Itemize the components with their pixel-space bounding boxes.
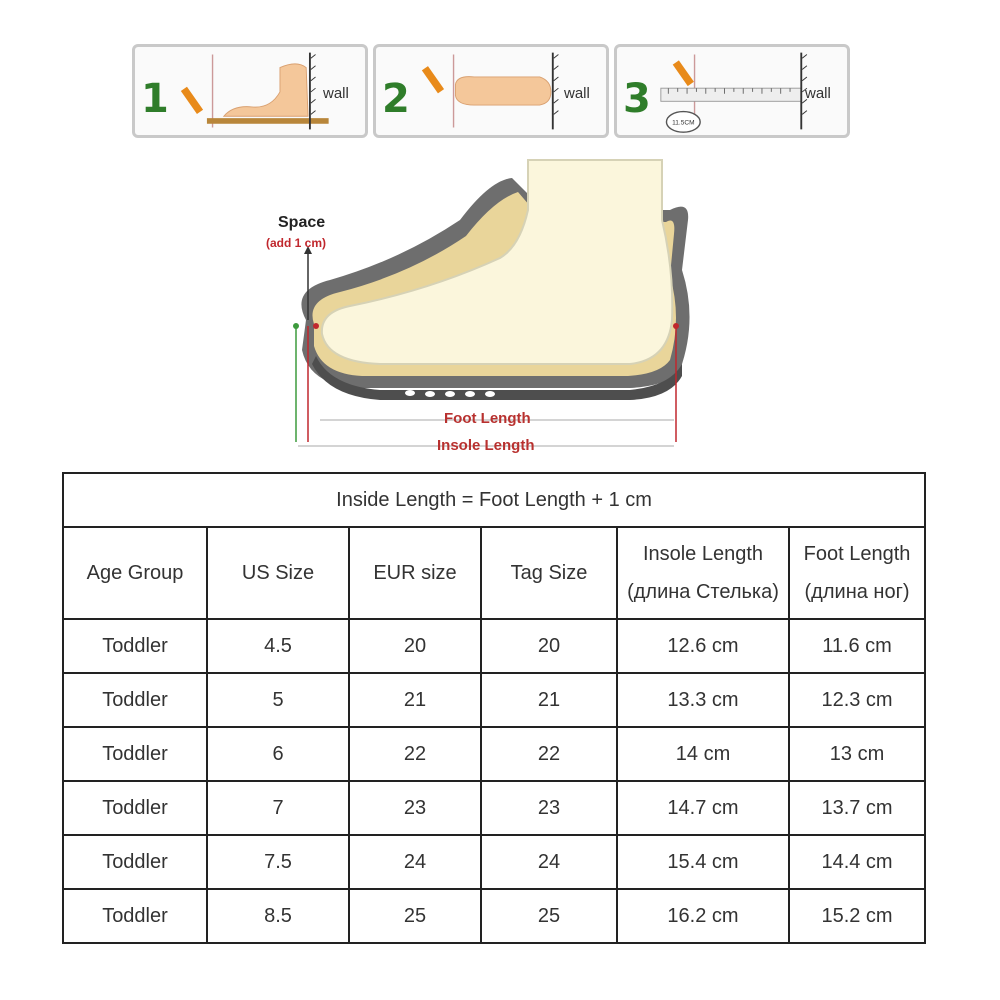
cell-insole-length: 14.7 cm bbox=[617, 781, 789, 835]
cell-insole-length: 14 cm bbox=[617, 727, 789, 781]
table-row bbox=[63, 889, 925, 943]
cell-tag-size: 22 bbox=[481, 727, 617, 781]
cell-eur-size: 20 bbox=[349, 619, 481, 673]
table-row bbox=[63, 673, 925, 727]
cell-tag-size: 25 bbox=[481, 889, 617, 943]
step-number: 2 bbox=[382, 76, 410, 122]
cell-age-group: Toddler bbox=[63, 781, 207, 835]
measure-step-2 bbox=[373, 44, 609, 138]
cell-foot-length: 11.6 cm bbox=[789, 619, 925, 673]
cell-age-group: Toddler bbox=[63, 835, 207, 889]
ruler-label: 11.5CM bbox=[672, 119, 695, 127]
cell-foot-length: 13.7 cm bbox=[789, 781, 925, 835]
pencil-icon bbox=[422, 66, 444, 93]
cell-eur-size: 25 bbox=[349, 889, 481, 943]
pencil-icon bbox=[181, 87, 203, 114]
cell-insole-length: 13.3 cm bbox=[617, 673, 789, 727]
cell-age-group: Toddler bbox=[63, 889, 207, 943]
size-chart-table bbox=[62, 472, 926, 944]
header-foot-length: Foot Length (длина ног) bbox=[789, 527, 925, 619]
table-row bbox=[63, 727, 925, 781]
cell-tag-size: 20 bbox=[481, 619, 617, 673]
table-row bbox=[63, 835, 925, 889]
wall-label: wall bbox=[805, 85, 831, 102]
cell-eur-size: 21 bbox=[349, 673, 481, 727]
cell-age-group: Toddler bbox=[63, 673, 207, 727]
cell-age-group: Toddler bbox=[63, 619, 207, 673]
cell-foot-length: 13 cm bbox=[789, 727, 925, 781]
wall-label: wall bbox=[564, 85, 590, 102]
cell-insole-length: 15.4 cm bbox=[617, 835, 789, 889]
space-label: Space bbox=[278, 214, 326, 231]
cell-age-group: Toddler bbox=[63, 727, 207, 781]
pencil-icon bbox=[673, 60, 694, 86]
measure-step-1 bbox=[132, 44, 368, 138]
header-age-group: Age Group bbox=[63, 527, 207, 619]
cell-us-size: 5 bbox=[207, 673, 349, 727]
cell-us-size: 6 bbox=[207, 727, 349, 781]
header-insole-length: Insole Length (длина Стелька) bbox=[617, 527, 789, 619]
cell-eur-size: 23 bbox=[349, 781, 481, 835]
measure-step-3 bbox=[614, 44, 850, 138]
cell-tag-size: 24 bbox=[481, 835, 617, 889]
cell-us-size: 7 bbox=[207, 781, 349, 835]
cell-us-size: 8.5 bbox=[207, 889, 349, 943]
cell-eur-size: 24 bbox=[349, 835, 481, 889]
cell-tag-size: 21 bbox=[481, 673, 617, 727]
cell-eur-size: 22 bbox=[349, 727, 481, 781]
cell-us-size: 7.5 bbox=[207, 835, 349, 889]
table-header-row bbox=[63, 527, 925, 619]
step-number: 1 bbox=[141, 76, 169, 122]
header-tag-size: Tag Size bbox=[481, 527, 617, 619]
cell-foot-length: 12.3 cm bbox=[789, 673, 925, 727]
foot-length-label: Foot Length bbox=[444, 410, 531, 427]
wall-label: wall bbox=[323, 85, 349, 102]
cell-foot-length: 14.4 cm bbox=[789, 835, 925, 889]
header-eur-size: EUR size bbox=[349, 527, 481, 619]
table-row bbox=[63, 781, 925, 835]
header-us-size: US Size bbox=[207, 527, 349, 619]
insole-length-label: Insole Length bbox=[437, 437, 535, 454]
cell-insole-length: 16.2 cm bbox=[617, 889, 789, 943]
cell-tag-size: 23 bbox=[481, 781, 617, 835]
size-formula: Inside Length = Foot Length + 1 cm bbox=[63, 473, 925, 527]
cell-foot-length: 15.2 cm bbox=[789, 889, 925, 943]
cell-us-size: 4.5 bbox=[207, 619, 349, 673]
step-number: 3 bbox=[623, 76, 651, 122]
space-add-label: (add 1 cm) bbox=[266, 236, 327, 250]
cell-insole-length: 12.6 cm bbox=[617, 619, 789, 673]
table-row bbox=[63, 619, 925, 673]
